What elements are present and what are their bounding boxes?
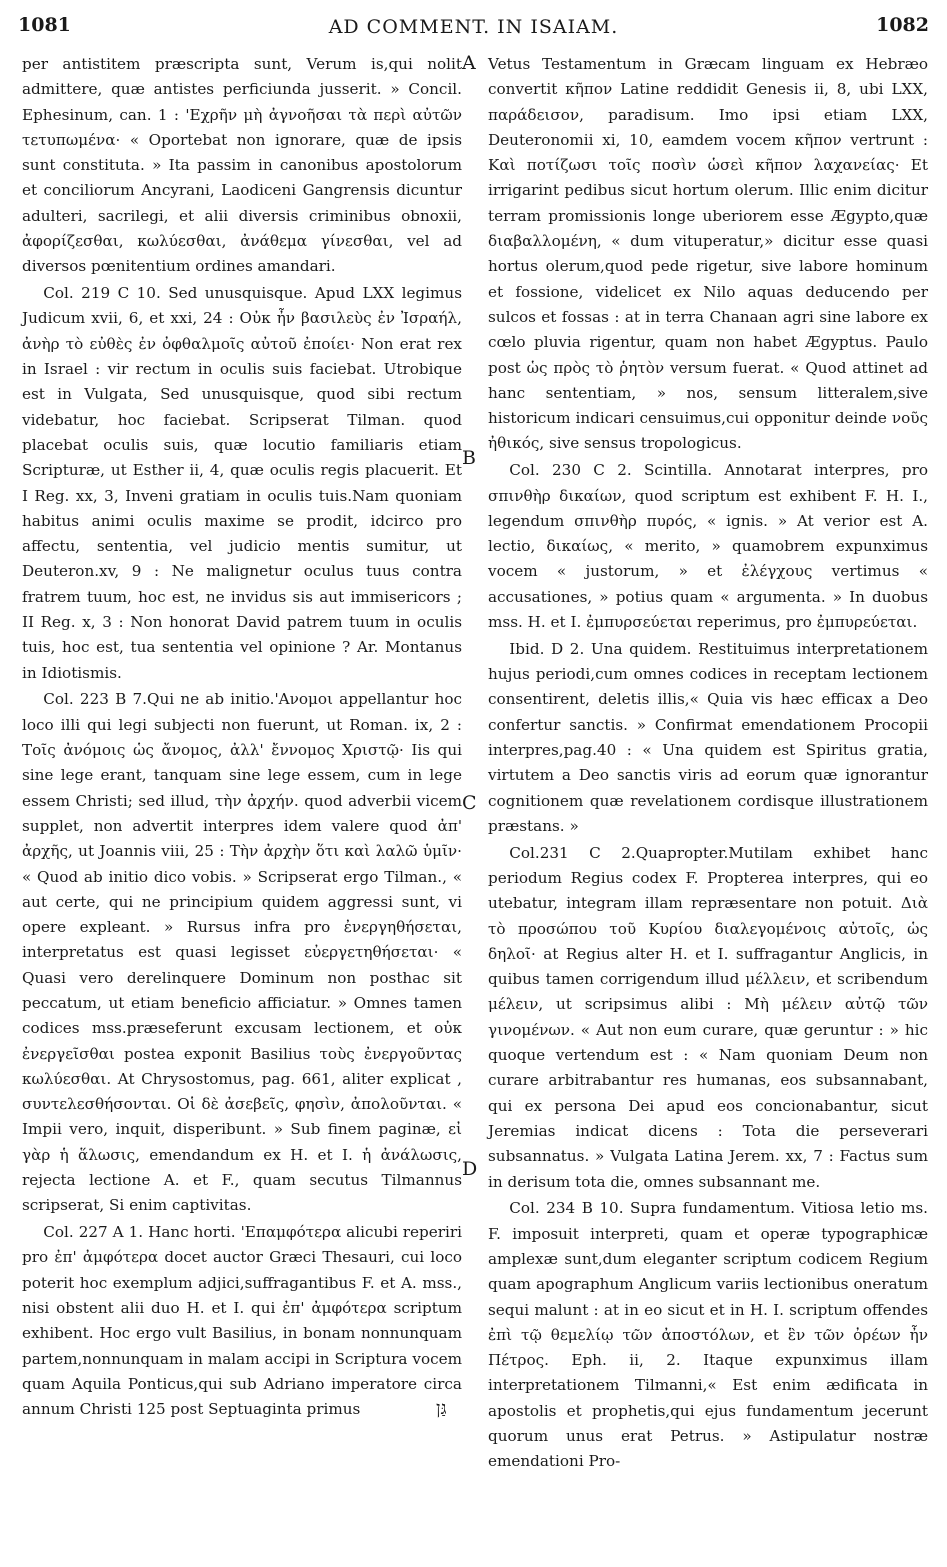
paragraph: Col. 219 C 10. Sed unusquisque. Apud LXX legimus Judicum xvii, 6, et xxi, 24 : Οὐκ ἦν βασιλεὺς ἐν Ἰσραήλ, ἀνὴρ τὸ εὐθὲς ἐν ὀφθαλμοῖς αὐτοῦ ἐποίει· Non erat rex in Israel : vir rectum in oculis suis faciebat. Utrobique est in Vulgata, Sed unusquisque, quod sibi rectum videbatur, hoc faciebat. Scripserat Tilman. quod placebat oculis suis, quæ locutio familiaris etiam Scripturæ, ut Esther ii, 4, quæ oculis regis placuerit. Et I Reg. xx, 3, Inveni gratiam in oculis tuis.Nam quoniam habitus animi oculis maxime se prodit, idcirco pro affectu, sententia, vel judicio mentis sumitur, ut Deuteron.xv, 9 : Ne malignetur oculus tuus contra fratrem tuum, hoc est, ne invidus sis aut immisericors ; II Reg. x, 3 : Non honorat David patrem tuum in oculis tuis, hoc est, tua sententia vel opinione ? Ar. Montanus in Idiotismis. (22, 284, 462, 682)
paragraph: Ibid. D 2. Una quidem. Restituimus interpretationem hujus periodi,cum omnes codices in receptam lectionem consentirent, deletis illis,« Quia vis hæc efficax a Deo confertur sanctis. » Confirmat emendationem Procopii interpres,pag.40 : « Una quidem est Spiritus gratia, virtutem a Deo sanctis viris ad eorum quæ ignorantur cognitionem quæ revelationem cordisque illustrationem præstans. » (488, 639, 928, 835)
paragraph: per antistitem præscripta sunt, Verum is,qui nolit admittere, quæ antistes perficiunda jusserit. » Concil. Ephesinum, can. 1 : 'Εχρῆν μὴ ἀγνοῆσαι τὰ περὶ αὐτῶν τετυπωμένα· « Oportebat non ignorare, quæ de ipsis sunt constituta. » Ita passim in canonibus apostolorum et conciliorum Ancyrani, Laodiceni Gangrensis dicuntur adulteri, sacrilegi, et alii diversis criminibus obnoxii, ἀφορίζεσθαι, κωλύεσθαι, ἀνάθεμα γίνεσθαι, vel ad diversos pœnitentium ordines amandari. (22, 55, 462, 276)
page-number-left: 1081 (18, 14, 71, 36)
margin-marker-b: B (462, 447, 476, 469)
page-number-right: 1082 (876, 14, 929, 36)
paragraph: Col. 234 B 10. Supra fundamentum. Vitiosa letio ms. F. imposuit interpreti, quam et operæ typographicæ amplexæ sunt,dum eleganter scriptum codicem Regium quam apographum Anglicum variis lectionibus oneratum sequi malunt : at in eo sicut et in H. I. scriptum offendes ἐπὶ τῷ θεμελίῳ τῶν ἀποστόλων, et ἓν τῶν ὀρέων ἦν Πέτρος. Eph. ii, 2. Itaque expunximus illam interpretationem Tilmanni,« Est enim ædificata in apostolis et prophetis,qui ejus fundamentum jecerunt quorum unus erat Petrus. » Astipulatur nostræ emendationi Pro- (488, 1199, 928, 1471)
left-column (22, 52, 462, 1424)
running-header (18, 14, 929, 44)
running-title: AD COMMENT. IN ISAIAM. (328, 16, 619, 38)
paragraph: Col. 227 A 1. Hanc horti. 'Επαμφότερα alicubi reperiri pro ἐπ' ἀμφότερα docet auctor Græci Thesauri, cui loco poterit hoc exemplum adjici,suffragantibus F. et A. mss., nisi obstent alii duo H. et I. qui ἐπ' ἀμφότερα scriptum exhibent. Hoc ergo vult Basilius, in bonam nonnunquam partem,nonnunquam in malam accipi in Scriptura vocem quam Aquila Ponticus,qui sub Adriano imperatore circa annum Christi 125 post Septuaginta primus (22, 1223, 462, 1419)
hebrew-word: גַּן (436, 1398, 447, 1419)
paragraph: Vetus Testamentum in Græcam linguam ex Hebræo convertit κῆπον Latine reddidit Genesis ii, 8, ubi LXX, παράδεισον, paradisum. Imo ipsi etiam LXX, Deuteronomii xi, 10, eamdem vocem κῆπον vertrunt : Καὶ ποτίζωσι τοῖς ποσὶν ὡσεὶ κῆπον λαχανείας· Et irrigarint pedibus sicut hortum olerum. Illic enim dicitur terram promissionis longe uberiorem esse Ægypto,quæ διαβαλλομένη, « dum vituperatur,» dicitur esse quasi hortus olerum,quod pede rigetur, sive labore hominum et fossione, videlicet ex Nilo aquas deducendo per sulcos et fossas : at in terra Chanaan agri sine labore ex cœlo pluvia rigentur, quam non habet Ægyptus. Paulo post ὡς πρὸς τὸ ῥητὸν versum fuerat. « Quod attinet ad hanc sententiam, » nos, sensum litteralem,sive historicum indicari censuimus,cui opponitur deinde νοῦς ἠθικός, sive sensus tropologicus. (488, 55, 928, 453)
paragraph: Col.231 C 2.Quapropter.Mutilam exhibet hanc periodum Regius codex F. Propterea interpres, qui eo utebatur, integram illam repræsentare non potuit. Διὰ τὸ προσώπου τοῦ Κυρίου διαλεγομένοις αὐτοῖς, ὡς δηλοῖ· at Regius alter H. et I. suffragantur Anglicis, in quibus tamen corrigendum illud μέλλειν, et scribendum μέλειν, ut scripsimus alibi : Μὴ μέλειν αὐτῷ τῶν γινομένων. « Aut non eum curare, quæ geruntur : » hic quoque vertendum est : « Nam quoniam Deum non curare arbitrabantur res humanas, eos subsannabant, qui ex persona Dei apud eos concionabantur, sicut Jeremias indicat dicens : Tota die perseverari subsannatus. » Vulgata Latina Jerem. xx, 7 : Factus sum in derisum tota die, omnes subsannant me. (488, 843, 928, 1191)
paragraph: Col. 230 C 2. Scintilla. Annotarat interpres, pro σπινθὴρ δικαίων, quod scriptum est exhibent F. H. I., legendum σπινθὴρ πυρός, « ignis. » At verior est A. lectio, δικαίως, « merito, » quamobrem expunximus vocem « justorum, » et ἐλέγχους vertimus « accusationes, » potius quam « argumenta. » In duobus mss. H. et I. ἐμπυρσεύεται reperimus, pro ἐμπυρεύεται. (488, 461, 928, 632)
margin-marker-c: C (462, 792, 477, 814)
right-column (488, 52, 928, 1476)
margin-marker-d: D (462, 1158, 478, 1180)
paragraph: Col. 223 B 7.Qui ne ab initio.'Ανομοι appellantur hoc loco illi qui legi subjecti non fuerunt, ut Roman. ix, 2 : Τοῖς ἀνόμοις ὡς ἄνομος, ἀλλ' ἔννομος Χριστῷ· Iis qui sine lege erant, tanquam sine lege essem, cum in lege essem Christi; sed illud, τὴν ἀρχήν. quod adverbii vicem supplet, non advertit interpres idem valere quod ἀπ' ἀρχῆς, ut Joannis viii, 25 : Τὴν ἀρχὴν ὅτι καὶ λαλῶ ὑμῖν· « Quod ab initio dico vobis. » Scripserat ergo Tilman., « aut certe, qui ne principium quidem aggressi sunt, vi opere expleant. » Rursus infra pro ἐνεργηθήσεται, interpretatus est quasi legisset εὐεργετηθήσεται· « Quasi vero derelinquere Dominum non posthac sit peccatum, ut etiam beneficio afficiatur. » Omnes tamen codices mss.præseferunt excusam lectionem, et οὐκ ἐνεργεῖσθαι postea exponit Basilius τοὺς ἐνεργοῦντας κωλύεσθαι. At Chrysostomus, pag. 661, aliter explicat , συντελεσθήσονται. Οἱ δὲ ἀσεβεῖς, φησὶν, ἀπολοῦνται. « Impii vero, inquit, disperibunt. » Sub finem paginæ, εἰ γὰρ ἡ ἅλωσις, emendandum ex H. et I. ἡ ἀνάλωσις, rejecta lectione A. et F., quam secutus Tilmannus scripserat, Si enim captivitas. (22, 690, 462, 1215)
margin-marker-a: A (462, 52, 476, 74)
